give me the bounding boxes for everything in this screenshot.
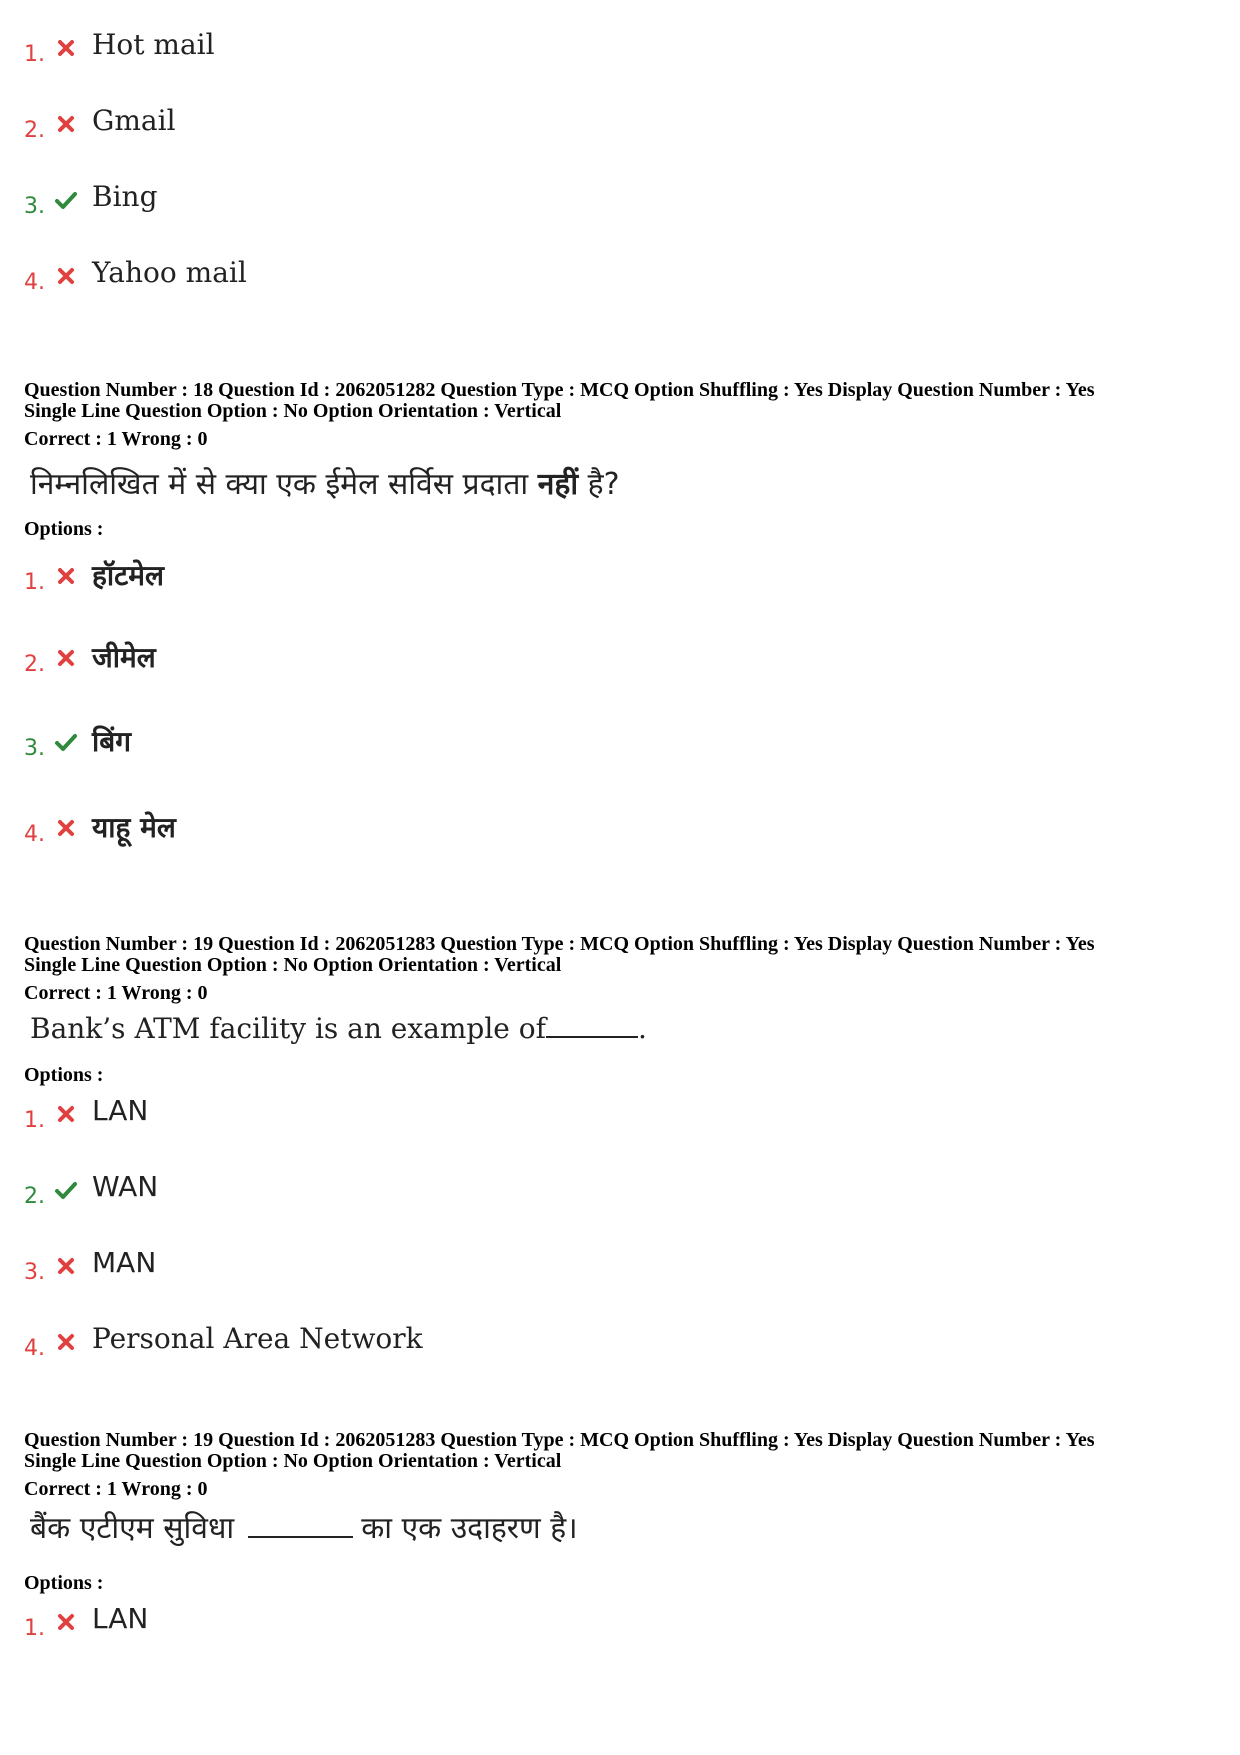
option-number: 4. — [24, 270, 45, 295]
option-text: Personal Area Network — [92, 1322, 423, 1355]
meta-line-1: Question Number : 19 Question Id : 2062051283 Question Type : MCQ Option Shuffling : Yes Display Question Number : Yes — [24, 1429, 1095, 1451]
option-text: Bing — [92, 180, 158, 213]
q19-en-metadata — [24, 934, 1224, 1004]
q18-option-2[interactable] — [24, 638, 724, 678]
q19-hi-option-1[interactable] — [24, 1602, 724, 1642]
option-number: 3. — [24, 736, 45, 761]
option-number: 1. — [24, 42, 45, 67]
option-number: 4. — [24, 1336, 45, 1361]
correct-check-icon — [54, 1178, 78, 1202]
q17-option-4[interactable] — [24, 256, 724, 296]
fill-in-blank — [248, 1535, 353, 1538]
q19-en-option-2[interactable] — [24, 1170, 724, 1210]
option-text: Yahoo mail — [92, 256, 247, 289]
option-number: 2. — [24, 652, 45, 677]
option-text: Hot mail — [92, 28, 215, 61]
option-text: MAN — [92, 1246, 157, 1279]
question-text-emphasis: नहीं — [537, 467, 579, 502]
q19-en-options-label: Options : — [24, 1064, 104, 1086]
q18-metadata — [24, 380, 1224, 450]
wrong-cross-icon — [54, 112, 78, 136]
wrong-cross-icon — [54, 1610, 78, 1634]
option-text: Gmail — [92, 104, 176, 137]
q19-hi-question-text — [30, 1506, 578, 1547]
q18-option-4[interactable] — [24, 808, 724, 848]
q19-en-option-3[interactable] — [24, 1246, 724, 1286]
q19-hi-options-label: Options : — [24, 1572, 104, 1594]
option-text: हॉटमेल — [92, 559, 164, 592]
q17-option-3[interactable] — [24, 180, 724, 220]
wrong-cross-icon — [54, 564, 78, 588]
option-number: 4. — [24, 822, 45, 847]
option-text: LAN — [92, 1094, 149, 1127]
q18-option-3[interactable] — [24, 722, 724, 762]
option-text: याहू मेल — [92, 811, 176, 844]
meta-line-3: Correct : 1 Wrong : 0 — [24, 1478, 208, 1500]
option-number: 1. — [24, 1616, 45, 1641]
meta-line-3: Correct : 1 Wrong : 0 — [24, 982, 208, 1004]
correct-check-icon — [54, 730, 78, 754]
wrong-cross-icon — [54, 1254, 78, 1278]
q19-en-question-text — [30, 1012, 647, 1045]
option-text: LAN — [92, 1602, 149, 1635]
q18-options-label: Options : — [24, 518, 104, 540]
question-text-part2: का एक उदाहरण है। — [361, 1511, 578, 1546]
q19-en-option-1[interactable] — [24, 1094, 724, 1134]
q18-question-text — [30, 462, 620, 503]
question-text-part1: निम्नलिखित में से क्या एक ईमेल सर्विस प्रदाता — [30, 467, 529, 502]
wrong-cross-icon — [54, 816, 78, 840]
option-number: 1. — [24, 570, 45, 595]
option-number: 2. — [24, 1184, 45, 1209]
meta-line-3: Correct : 1 Wrong : 0 — [24, 428, 208, 450]
question-text-part2: . — [637, 1012, 647, 1045]
q17-option-2[interactable] — [24, 104, 724, 144]
correct-check-icon — [54, 188, 78, 212]
option-number: 3. — [24, 1260, 45, 1285]
wrong-cross-icon — [54, 1330, 78, 1354]
meta-line-1: Question Number : 19 Question Id : 2062051283 Question Type : MCQ Option Shuffling : Yes Display Question Number : Yes — [24, 933, 1095, 955]
q19-hi-metadata — [24, 1430, 1224, 1500]
meta-line-1: Question Number : 18 Question Id : 2062051282 Question Type : MCQ Option Shuffling : Yes Display Question Number : Yes — [24, 379, 1095, 401]
q18-option-1[interactable] — [24, 556, 724, 596]
wrong-cross-icon — [54, 1102, 78, 1126]
option-text: WAN — [92, 1170, 159, 1203]
question-text-part2: है? — [587, 467, 620, 502]
option-number: 3. — [24, 194, 45, 219]
wrong-cross-icon — [54, 264, 78, 288]
meta-line-2: Single Line Question Option : No Option Orientation : Vertical — [24, 400, 562, 422]
option-text: बिंग — [92, 725, 132, 758]
option-number: 1. — [24, 1108, 45, 1133]
q19-en-option-4[interactable] — [24, 1322, 724, 1362]
question-text-part1: बैंक एटीएम सुविधा — [30, 1511, 235, 1546]
meta-line-2: Single Line Question Option : No Option Orientation : Vertical — [24, 1450, 562, 1472]
option-text: जीमेल — [92, 641, 156, 674]
wrong-cross-icon — [54, 646, 78, 670]
option-number: 2. — [24, 118, 45, 143]
wrong-cross-icon — [54, 36, 78, 60]
fill-in-blank — [546, 1035, 638, 1038]
q17-option-1[interactable] — [24, 28, 724, 68]
meta-line-2: Single Line Question Option : No Option Orientation : Vertical — [24, 954, 562, 976]
question-text-part1: Bank’s ATM facility is an example of — [30, 1012, 546, 1045]
